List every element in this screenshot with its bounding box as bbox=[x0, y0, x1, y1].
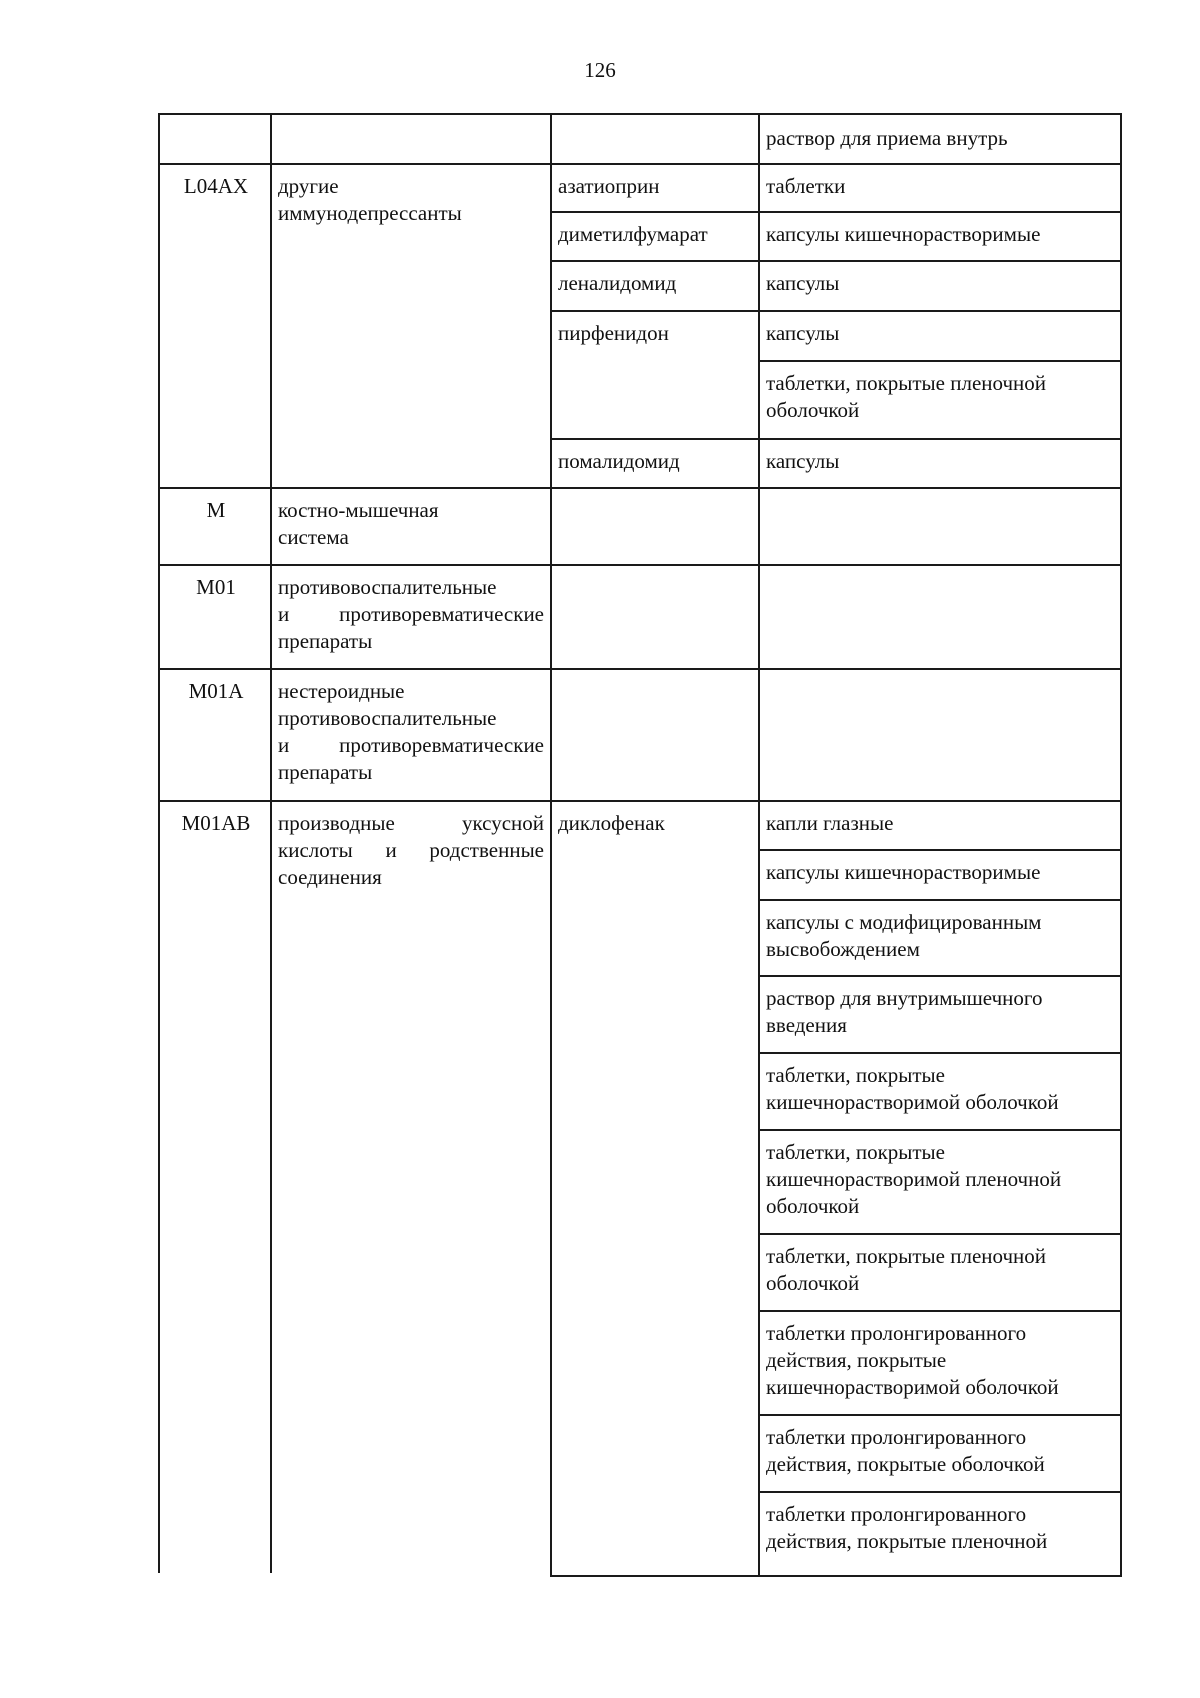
row-rule bbox=[758, 1414, 1122, 1416]
dosage-form: капли глазные bbox=[766, 811, 894, 835]
atc-code: M01A bbox=[188, 679, 244, 703]
atc-group-name: костно-мышечная система bbox=[278, 498, 439, 549]
dosage-form: таблетки пролонгированного действия, покрытые оболочкой bbox=[766, 1425, 1045, 1476]
row-rule bbox=[758, 899, 1122, 901]
drug-name: пирфенидон bbox=[558, 321, 669, 345]
dosage-form: капсулы bbox=[766, 271, 840, 295]
row-rule bbox=[158, 487, 1122, 489]
drug-name: диклофенак bbox=[558, 811, 665, 835]
drug-name: диметилфумарат bbox=[558, 222, 708, 246]
drug-name: помалидомид bbox=[558, 449, 680, 473]
row-rule bbox=[550, 310, 1122, 312]
dosage-form: капсулы кишечнорастворимые bbox=[766, 860, 1041, 884]
table-border-top bbox=[158, 113, 1122, 115]
row-rule bbox=[158, 668, 1122, 670]
atc-group-name: другие иммунодепрессанты bbox=[278, 174, 462, 225]
table-divider-name bbox=[550, 113, 552, 1577]
row-rule bbox=[158, 800, 1122, 802]
table-border-left bbox=[158, 113, 160, 1573]
atc-code: M01AB bbox=[181, 811, 251, 835]
dosage-form: таблетки, покрытые кишечнорастворимой оболочкой bbox=[766, 1063, 1059, 1114]
table-border-right bbox=[1120, 113, 1122, 1577]
atc-code: M01 bbox=[196, 575, 236, 599]
row-rule bbox=[758, 360, 1122, 362]
atc-group-name: противовоспалительные и противоревматические препараты bbox=[278, 575, 544, 653]
atc-code: M bbox=[206, 498, 226, 522]
table-border-bottom bbox=[550, 1575, 1122, 1577]
atc-code: L04AX bbox=[183, 174, 249, 198]
dosage-form: таблетки bbox=[766, 174, 846, 198]
dosage-form: таблетки, покрытые пленочной оболочкой bbox=[766, 371, 1047, 422]
row-rule bbox=[758, 1233, 1122, 1235]
row-rule bbox=[550, 211, 1122, 213]
dosage-form: капсулы с модифицированным высвобождением bbox=[766, 910, 1042, 961]
dosage-form: таблетки, покрытые кишечнорастворимой пленочной оболочкой bbox=[766, 1140, 1062, 1218]
dosage-form: таблетки пролонгированного действия, покрытые пленочной bbox=[766, 1502, 1048, 1553]
row-rule bbox=[758, 1491, 1122, 1493]
drug-name: леналидомид bbox=[558, 271, 677, 295]
row-rule bbox=[758, 1310, 1122, 1312]
drug-table bbox=[158, 113, 1122, 1577]
dosage-form: раствор для приема внутрь bbox=[766, 126, 1008, 150]
atc-group-name: производные уксусной кислоты и родственные соединения bbox=[278, 811, 544, 889]
page-number: 126 bbox=[584, 58, 616, 82]
row-rule bbox=[758, 849, 1122, 851]
row-rule bbox=[158, 564, 1122, 566]
dosage-form: капсулы кишечнорастворимые bbox=[766, 222, 1041, 246]
dosage-form: капсулы bbox=[766, 449, 840, 473]
drug-name: азатиоприн bbox=[558, 174, 660, 198]
row-rule bbox=[550, 438, 1122, 440]
table-divider-drug bbox=[758, 113, 760, 1577]
dosage-form: таблетки пролонгированного действия, покрытые кишечнорастворимой оболочкой bbox=[766, 1321, 1059, 1399]
row-rule bbox=[758, 975, 1122, 977]
row-rule bbox=[550, 260, 1122, 262]
row-rule bbox=[758, 1052, 1122, 1054]
dosage-form: раствор для внутримышечного введения bbox=[766, 986, 1043, 1037]
row-rule bbox=[758, 1129, 1122, 1131]
dosage-form: таблетки, покрытые пленочной оболочкой bbox=[766, 1244, 1047, 1295]
atc-group-name: нестероидные противовоспалительные и противоревматические препараты bbox=[278, 679, 544, 784]
dosage-form: капсулы bbox=[766, 321, 840, 345]
table-divider-code bbox=[270, 113, 272, 1573]
row-rule bbox=[158, 163, 1122, 165]
